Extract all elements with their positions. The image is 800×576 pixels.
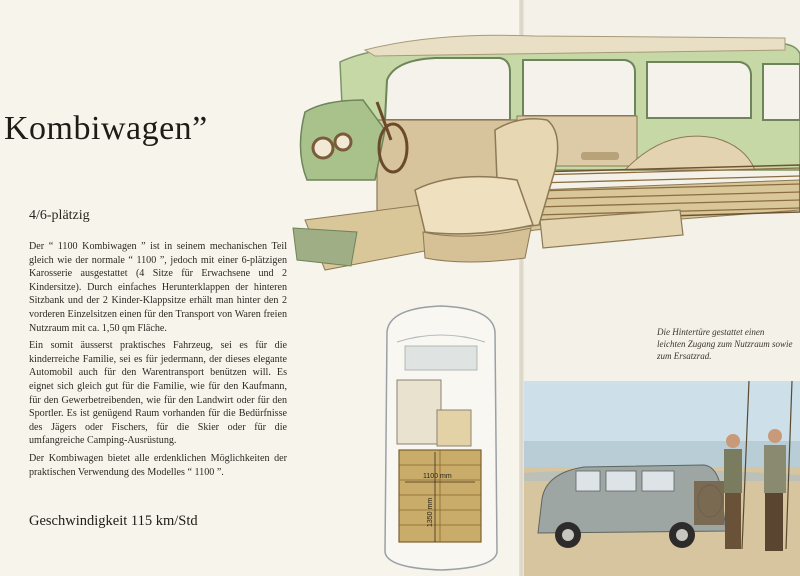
subtitle: 4/6-plätzig xyxy=(29,208,90,223)
beach-photo xyxy=(524,381,800,576)
cutaway-illustration xyxy=(285,20,800,285)
body-text xyxy=(29,240,287,483)
dimension-width-label: 1100 mm xyxy=(423,473,452,480)
floor-plan-diagram xyxy=(375,302,507,572)
page-title: Kombiwagen” xyxy=(4,110,208,147)
paragraph: Der “ 1100 Kombiwagen ” ist in seinem mechanischen Teil gleich wie der normale “ 1100 ”, jedoch mit einer 6-plätzigen Karosserie ausgestattet (4 Sitze für Erwachsene und 2 Kindersitze). Durch einfaches Herunterklappen der hinteren Sitzbank und der 2 Kinder-Klappsitze erhält man hinter den 2 vorderen Einzelsitzen einen für den Transport von Waren freien Nutzraum mit ca. 1,50 qm Fläche. xyxy=(29,241,287,334)
paragraph: Der Kombiwagen bietet alle erdenklichen Möglichkeiten der praktischen Verwendung des Modelles “ 1100 ”. xyxy=(29,452,287,478)
photo-caption: Die Hintertüre gestattet einen leichten Zugang zum Nutzraum sowie zum Ersatzrad. xyxy=(657,327,793,361)
paragraph: Ein somit äusserst praktisches Fahrzeug, sei es für die kinderreiche Familie, sei es für jedermann, der dieses elegante Automobil auch für den Warentransport benützen will. Es eignet sich gleich gut für die Familie, wie für den Kaufmann, für den Gewerbetreibenden, wie für den Landwirt oder für den Sportler. Es ist genügend Raum vorhanden für die Bedürfnisse des Jägers oder Fischers, für die Skier oder für die umfangreiche Camping-Ausrüstung. xyxy=(29,340,287,447)
speed-line: Geschwindigkeit 115 km/Std xyxy=(29,513,198,529)
dimension-length-label: 1350 mm xyxy=(427,497,434,527)
